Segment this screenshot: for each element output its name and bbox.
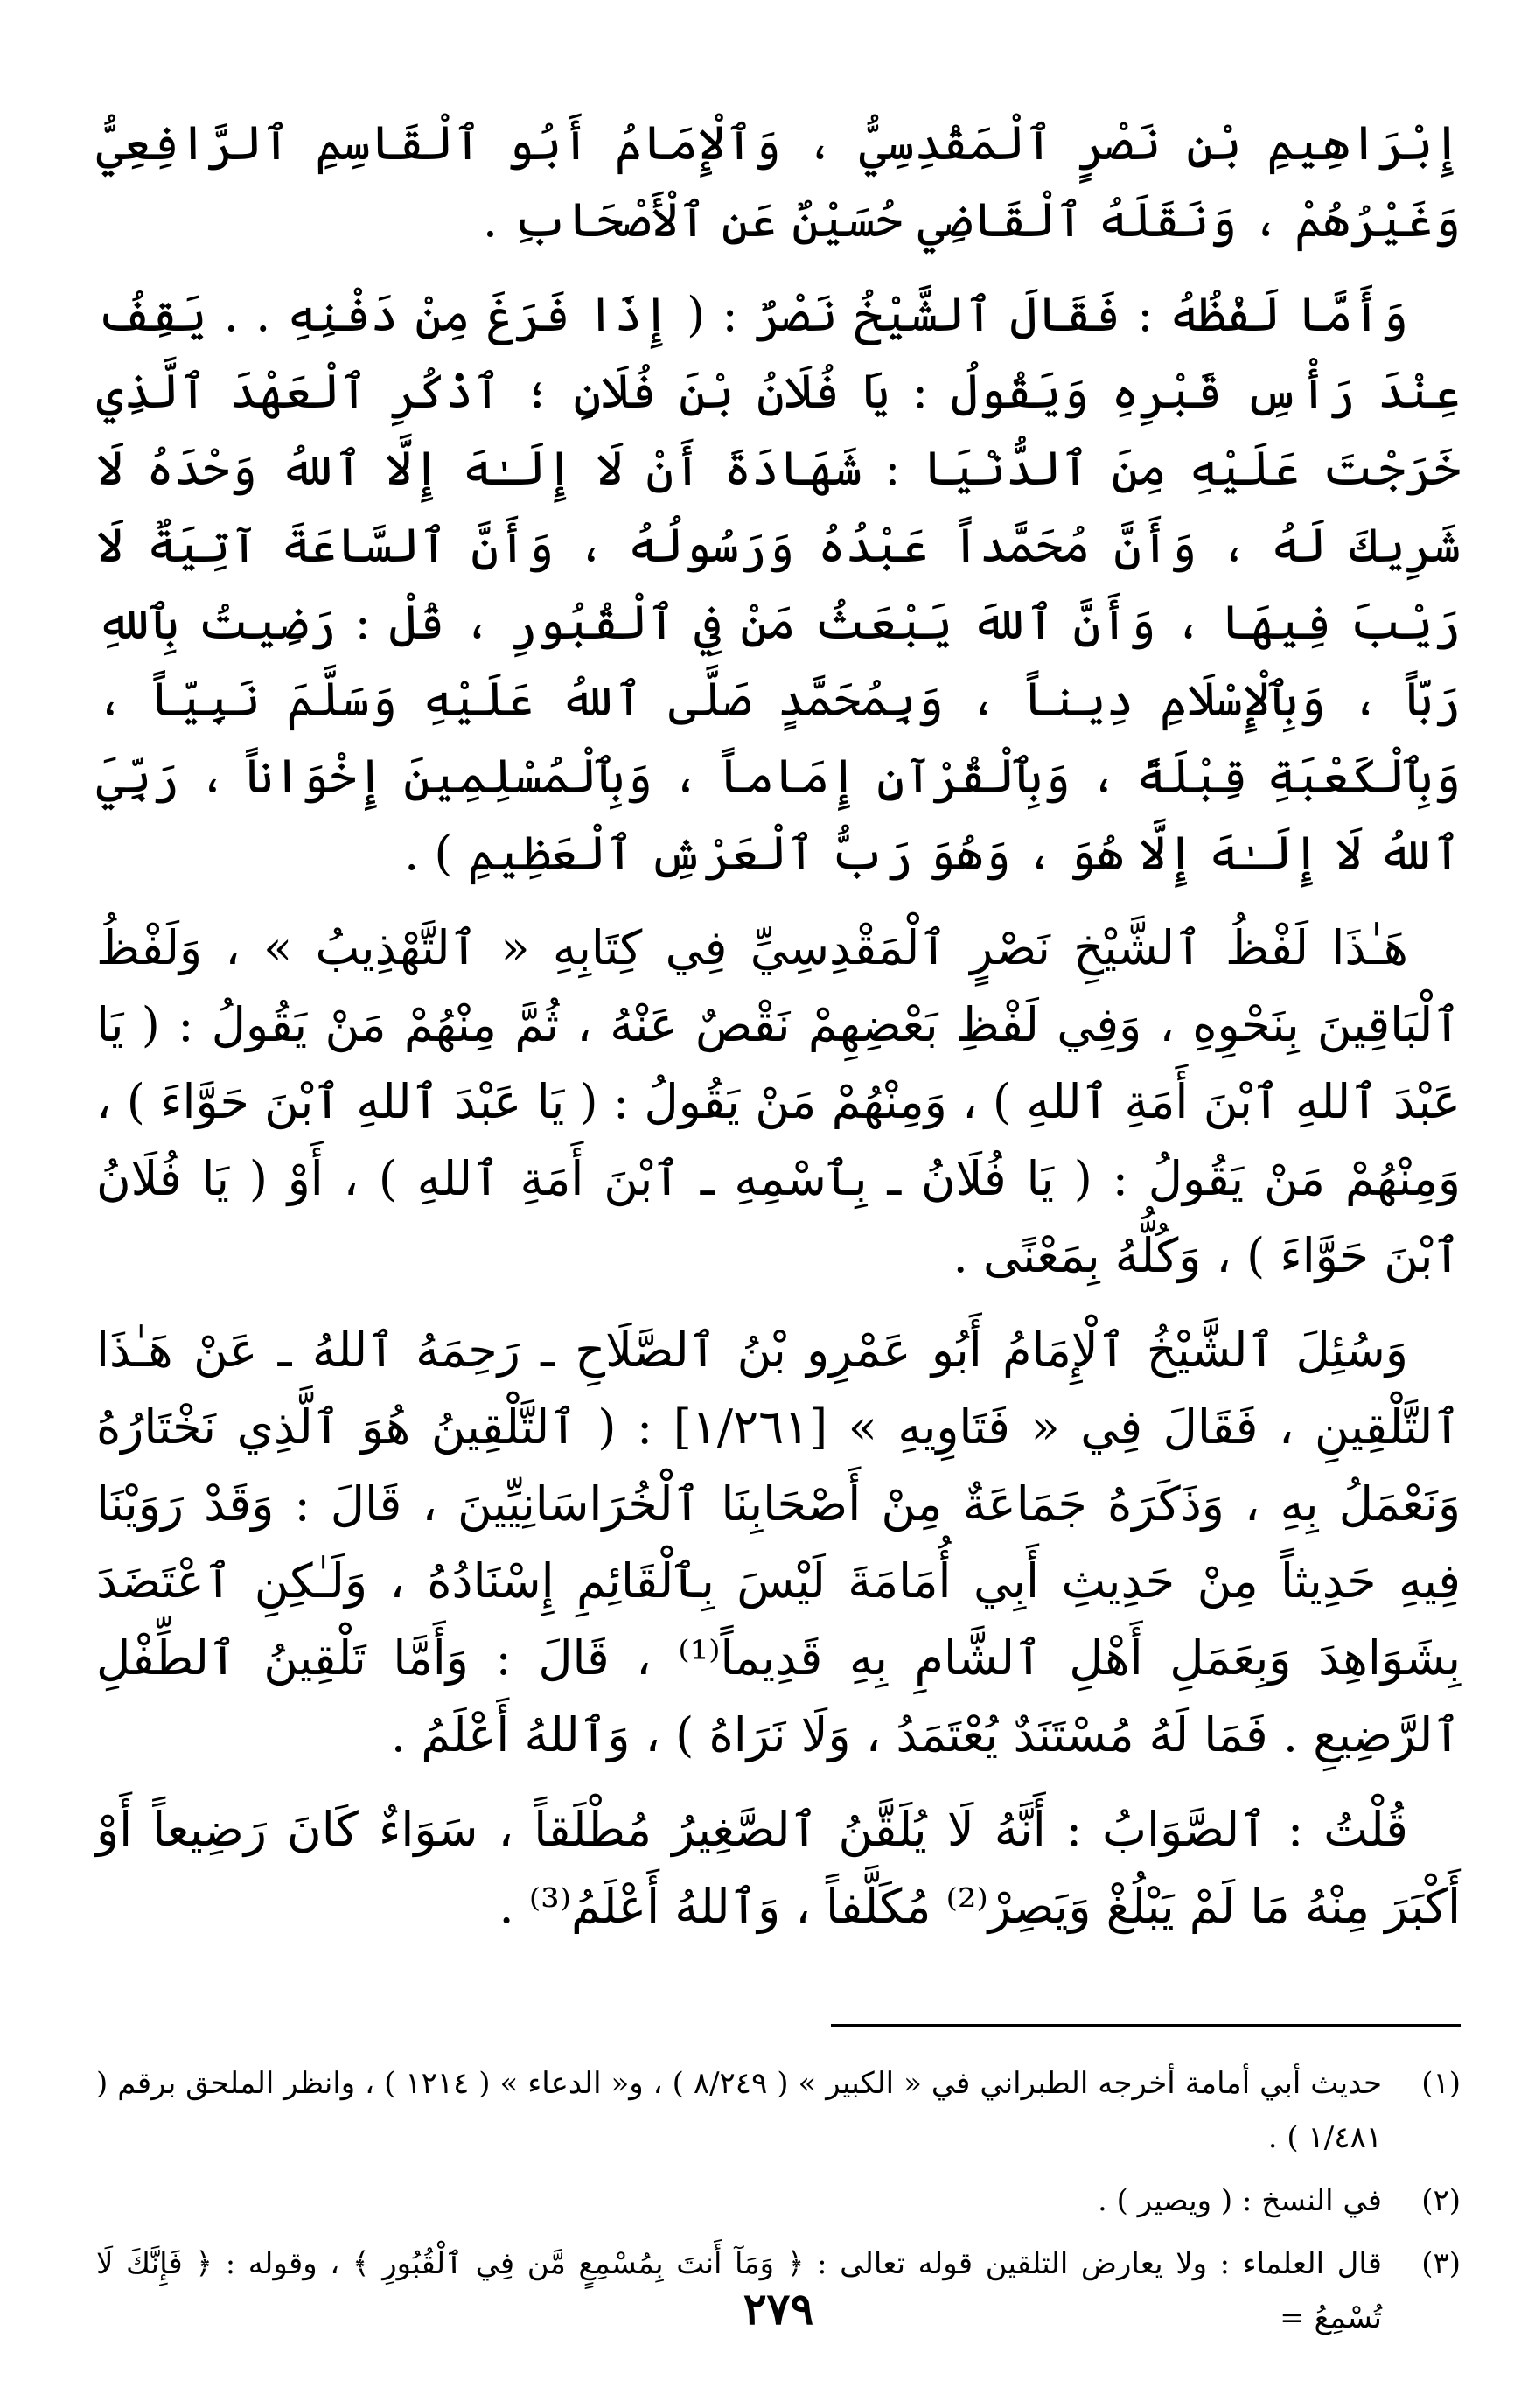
paragraph-2: وَأَمَّا لَفْظُهُ : فَقَالَ ٱلشَّيْخُ نَصْرٌ : ( إِذَا فَرَغَ مِنْ دَفْنِهِ . . يَقِفُ عِنْدَ رَأْسِ قَبْرِهِ وَيَقُولُ : يَا فُلَانُ بْنَ فُلَانٍ ؛ ٱذْكُرِ ٱلْعَهْدَ ٱلَّذِي خَرَجْتَ عَلَيْهِ مِنَ ٱلدُّنْيَا : شَهَادَةَ أَنْ لَا إِلَـٰهَ إِلَّا ٱللهُ وَحْدَهُ لَا شَرِيكَ لَهُ ، وَأَنَّ مُحَمَّداً عَبْدُهُ وَرَسُولُهُ ، وَأَنَّ ٱلسَّاعَةَ آتِيَةٌ لَا رَيْبَ فِيهَا ، وَأَنَّ ٱللهَ يَبْعَثُ مَنْ فِي ٱلْقُبُورِ ، قُلْ : رَضِيتُ بِٱللهِ رَبّاً ، وَبِٱلْإِسْلَامِ دِيناً ، وَبِمُحَمَّدٍ صَلَّى ٱللهُ عَلَيْهِ وَسَلَّمَ نَبِيّاً ، وَبِٱلْكَعْبَةِ قِبْلَةً ، وَبِٱلْقُرْآنِ إِمَاماً ، وَبِٱلْمُسْلِمِينَ إِخْوَاناً ، رَبِّيَ ٱللهُ لَا إِلَـٰهَ إِلَّا هُوَ ، وَهُوَ رَبُّ ٱلْعَرْشِ ٱلْعَظِيمِ ) . [96, 287, 1461, 881]
footnote-number: (١) [1421, 2066, 1461, 2101]
footnote-2 [96, 2174, 1461, 2228]
footnote-divider [831, 2024, 1461, 2027]
book-page [96, 105, 1462, 2335]
footnote-number: (٣) [1421, 2246, 1461, 2281]
paragraph-3: هَـٰذَا لَفْظُ ٱلشَّيْخِ نَصْرٍ ٱلْمَقْدِسِيِّ فِي كِتَابِهِ « ٱلتَّهْذِيبُ » ، وَلَفْظُ ٱلْبَاقِينَ بِنَحْوِهِ ، وَفِي لَفْظِ بَعْضِهِمْ نَقْصٌ عَنْهُ ، ثُمَّ مِنْهُمْ مَنْ يَقُولُ : ( يَا عَبْدَ ٱللهِ ٱبْنَ أَمَةِ ٱللهِ ) ، وَمِنْهُمْ مَنْ يَقُولُ : ( يَا عَبْدَ ٱللهِ ٱبْنَ حَوَّاءَ ) ، وَمِنْهُمْ مَنْ يَقُولُ : ( يَا فُلَانُ ـ بِٱسْمِهِ ـ ٱبْنَ أَمَةِ ٱللهِ ) ، أَوْ ( يَا فُلَانُ ٱبْنَ حَوَّاءَ ) ، وَكُلُّهُ بِمَعْنًى . [96, 920, 1461, 1283]
paragraph-1: إِبْرَاهِيمِ بْنِ نَصْرٍ ٱلْمَقْدِسِيُّ ، وَٱلْإِمَامُ أَبُو ٱلْقَاسِمِ ٱلرَّافِعِيُّ وَغَيْرُهُمْ ، وَنَقَلَهُ ٱلْقَاضِي حُسَيْنٌ عَنِ ٱلْأَصْحَابِ . [96, 115, 1461, 248]
main-text [96, 105, 1461, 1945]
footnote-text: قال العلماء : ولا يعارض التلقين قوله تعالى : ﴿ وَمَآ أَنتَ بِمُسْمِعٍ مَّن فِي ٱلْقُبُورِ ﴾ ، وقوله : ﴿ فَإِنَّكَ لَا تُسْمِعُ = [96, 2246, 1382, 2335]
page-number: ٢٧٩ [743, 2283, 814, 2335]
footnote-text: في النسخ : ( ويصير ) . [1098, 2183, 1382, 2218]
footnote-text: حديث أبي أمامة أخرجه الطبراني في « الكبير » ( ٨/٢٤٩ ) ، و« الدعاء » ( ١٢١٤ ) ، وانظر الملحق برقم ( ١/٤٨١ ) . [96, 2066, 1383, 2155]
paragraph-5: قُلْتُ : ٱلصَّوَابُ : أَنَّهُ لَا يُلَقَّنُ ٱلصَّغِيرُ مُطْلَقاً ، سَوَاءٌ كَانَ رَضِيعاً أَوْ أَكْبَرَ مِنْهُ مَا لَمْ يَبْلُغْ وَيَصِرْ⁽²⁾ مُكَلَّفاً ، وَٱللهُ أَعْلَمُ⁽³⁾ . [96, 1802, 1461, 1934]
paragraph-4: وَسُئِلَ ٱلشَّيْخُ ٱلْإِمَامُ أَبُو عَمْرِو بْنُ ٱلصَّلَاحِ ـ رَحِمَهُ ٱللهُ ـ عَنْ هَـٰذَا ٱلتَّلْقِينِ ، فَقَالَ فِي « فَتَاوِيهِ » [١/٢٦١] : ( ٱلتَّلْقِينُ هُوَ ٱلَّذِي نَخْتَارُهُ وَنَعْمَلُ بِهِ ، وَذَكَرَهُ جَمَاعَةٌ مِنْ أَصْحَابِنَا ٱلْخُرَاسَانِيِّينَ ، قَالَ : وَقَدْ رَوَيْنَا فِيهِ حَدِيثاً مِنْ حَدِيثِ أَبِي أُمَامَةَ لَيْسَ بِٱلْقَائِمِ إِسْنَادُهُ ، وَلَـٰكِنِ ٱعْتَضَدَ بِشَوَاهِدَ وَبِعَمَلِ أَهْلِ ٱلشَّامِ بِهِ قَدِيماً⁽¹⁾ ، قَالَ : وَأَمَّا تَلْقِينُ ٱلطِّفْلِ ٱلرَّضِيعِ . فَمَا لَهُ مُسْتَنَدٌ يُعْتَمَدُ ، وَلَا نَرَاهُ ) ، وَٱللهُ أَعْلَمُ . [96, 1323, 1462, 1762]
footnote-number: (٢) [1421, 2183, 1461, 2218]
footnote-1 [96, 2056, 1461, 2165]
